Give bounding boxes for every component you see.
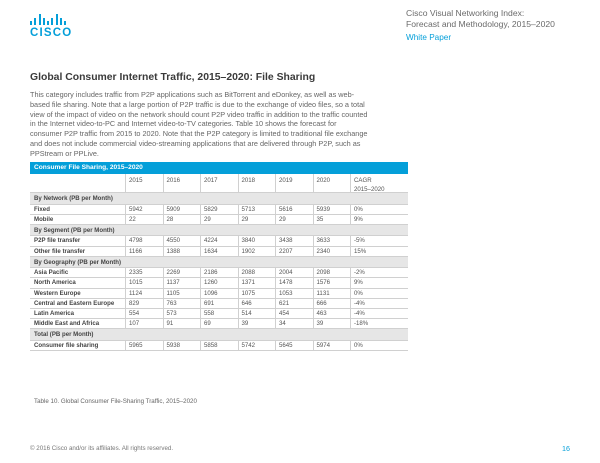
value-cell: 1576 [314, 278, 352, 287]
value-cell: 39 [314, 319, 352, 328]
cagr-label: CAGR [354, 177, 372, 184]
cagr-cell: -4% [354, 299, 365, 307]
row-label: Latin America [30, 309, 126, 318]
value-cell: 558 [201, 309, 239, 318]
cagr-cell: 0% [354, 205, 363, 213]
value-cell: 1478 [276, 278, 314, 287]
value-cell: 34 [276, 319, 314, 328]
header-empty-cell [30, 174, 126, 192]
table-group-header [30, 193, 408, 205]
table-row [30, 289, 408, 299]
table-row [30, 278, 408, 288]
value-cell: 1015 [126, 278, 164, 287]
value-cell: 1096 [201, 289, 239, 298]
row-label: Central and Eastern Europe [30, 299, 126, 308]
value-cell: 4550 [164, 236, 202, 245]
year-header: 2017 [201, 174, 239, 192]
value-cell: 5713 [239, 205, 277, 214]
value-cell: 4224 [201, 236, 239, 245]
value-cell: 1166 [126, 247, 164, 256]
table-row [30, 268, 408, 278]
value-cell: 22 [126, 215, 164, 224]
table-group-header [30, 257, 408, 269]
group-label: By Segment (PB per Month) [34, 226, 115, 234]
value-cell: 5858 [201, 341, 239, 350]
value-cell: 454 [276, 309, 314, 318]
value-cell: 554 [126, 309, 164, 318]
value-cell: 1902 [239, 247, 277, 256]
header-line-1: Cisco Visual Networking Index: [406, 8, 525, 18]
row-label: P2P file transfer [30, 236, 126, 245]
value-cell: 5965 [126, 341, 164, 350]
table-row [30, 319, 408, 329]
value-cell: 1124 [126, 289, 164, 298]
value-cell: 3438 [276, 236, 314, 245]
table-group-header [30, 225, 408, 237]
value-cell: 5645 [276, 341, 314, 350]
value-cell: 666 [314, 299, 352, 308]
cisco-logo-bars-icon [30, 14, 66, 25]
year-header: 2020 [314, 174, 352, 192]
section-title: Global Consumer Internet Traffic, 2015–2020: File Sharing [30, 72, 316, 83]
row-label: Fixed [30, 205, 126, 214]
row-label: North America [30, 278, 126, 287]
value-cell: 39 [239, 319, 277, 328]
cagr-cell: -4% [354, 310, 365, 317]
value-cell: 28 [164, 215, 202, 224]
value-cell: 1137 [164, 278, 202, 287]
value-cell: 2335 [126, 268, 164, 277]
cisco-logo [30, 14, 73, 40]
value-cell: 1388 [164, 247, 202, 256]
value-cell: 2207 [276, 247, 314, 256]
cagr-cell: 9% [354, 279, 363, 287]
table-title: Consumer File Sharing, 2015–2020 [30, 162, 408, 174]
value-cell: 2269 [164, 268, 202, 277]
value-cell: 4798 [126, 236, 164, 245]
value-cell: 1634 [201, 247, 239, 256]
value-cell: 1053 [276, 289, 314, 298]
year-header: 2019 [276, 174, 314, 192]
value-cell: 2004 [276, 268, 314, 277]
value-cell: 5939 [314, 205, 352, 214]
value-cell: 2088 [239, 268, 277, 277]
value-cell: 29 [276, 215, 314, 224]
row-label: Consumer file sharing [30, 341, 126, 350]
table-header-row [30, 174, 408, 193]
value-cell: 29 [201, 215, 239, 224]
value-cell: 2098 [314, 268, 352, 277]
year-header: 2016 [164, 174, 202, 192]
value-cell: 573 [164, 309, 202, 318]
value-cell: 1371 [239, 278, 277, 287]
value-cell: 91 [164, 319, 202, 328]
value-cell: 5742 [239, 341, 277, 350]
cagr-cell: 15% [354, 247, 367, 255]
value-cell: 35 [314, 215, 352, 224]
cagr-header [351, 174, 389, 192]
value-cell: 3840 [239, 236, 277, 245]
value-cell: 2340 [314, 247, 352, 256]
document-header [406, 8, 576, 44]
cisco-logo-wordmark: CISCO [30, 27, 73, 39]
row-label: Asia Pacific [30, 268, 126, 277]
table-row [30, 341, 408, 351]
footer-copyright: © 2016 Cisco and/or its affiliates. All rights reserved. [30, 445, 174, 452]
value-cell: 463 [314, 309, 352, 318]
cagr-cell: 9% [354, 215, 363, 223]
value-cell: 5909 [164, 205, 202, 214]
header-line-2: Forecast and Methodology, 2015–2020 [406, 19, 555, 29]
value-cell: 29 [239, 215, 277, 224]
value-cell: 2186 [201, 268, 239, 277]
value-cell: 5942 [126, 205, 164, 214]
table-caption: Table 10. Global Consumer File-Sharing Traffic, 2015–2020 [34, 398, 197, 405]
cagr-period-label: 2015–2020 [354, 186, 385, 193]
file-sharing-table [30, 162, 408, 351]
table-row [30, 215, 408, 225]
intro-paragraph: This category includes traffic from P2P applications such as BitTorrent and eDonkey, as well as web-based file sharing. Note that a large portion of P2P traffic is due to the exchange of video files, so a total view of the impact of video on the network should count P2P video traffic in addition to the traffic counted in the Internet video-to-PC and Internet video-to-TV categories. Table 10 shows the forecast for consumer P2P traffic from 2015 to 2020. Note that the P2P category is limited to traditional file exchange and does not include commercial video-streaming applications that are delivered through P2P, such as PPStream or PPLive. [30, 90, 368, 158]
header-document-type: White Paper [406, 33, 452, 42]
value-cell: 69 [201, 319, 239, 328]
value-cell: 763 [164, 299, 202, 308]
value-cell: 621 [276, 299, 314, 308]
group-label: By Geography (PB per Month) [34, 258, 122, 266]
row-label: Other file transfer [30, 247, 126, 256]
value-cell: 514 [239, 309, 277, 318]
table-group-header [30, 329, 408, 341]
table-row [30, 309, 408, 319]
row-label: Western Europe [30, 289, 126, 298]
cagr-cell: -2% [354, 269, 365, 277]
year-header: 2015 [126, 174, 164, 192]
table-row [30, 205, 408, 215]
value-cell: 646 [239, 299, 277, 308]
group-label: By Network (PB per Month) [34, 195, 113, 202]
value-cell: 1260 [201, 278, 239, 287]
value-cell: 5616 [276, 205, 314, 214]
cagr-cell: 0% [354, 289, 363, 297]
table-body [30, 193, 408, 351]
value-cell: 5938 [164, 341, 202, 350]
row-label: Mobile [30, 215, 126, 224]
row-label: Middle East and Africa [30, 319, 126, 328]
value-cell: 5974 [314, 341, 352, 350]
value-cell: 1131 [314, 289, 352, 298]
page-number: 16 [562, 444, 570, 453]
cagr-cell: 0% [354, 341, 363, 349]
table-row [30, 299, 408, 309]
value-cell: 3633 [314, 236, 352, 245]
cagr-cell: -18% [354, 320, 369, 328]
table-row [30, 236, 408, 246]
cagr-cell: -5% [354, 237, 365, 245]
value-cell: 1075 [239, 289, 277, 298]
value-cell: 5829 [201, 205, 239, 214]
value-cell: 107 [126, 319, 164, 328]
value-cell: 1105 [164, 289, 202, 298]
value-cell: 829 [126, 299, 164, 308]
group-label: Total (PB per Month) [34, 331, 94, 339]
table-row [30, 247, 408, 257]
value-cell: 691 [201, 299, 239, 308]
year-header: 2018 [239, 174, 277, 192]
